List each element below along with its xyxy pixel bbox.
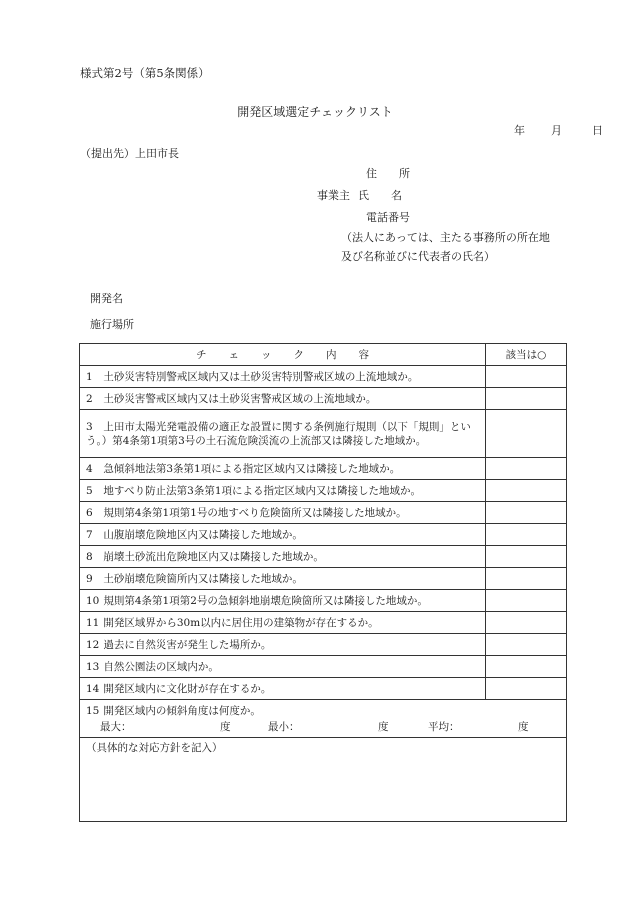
item-cell [80, 656, 486, 678]
slope-avg-label: 平均： [428, 721, 460, 733]
slope-row [80, 700, 567, 738]
header-check-contents [80, 344, 486, 366]
item-number: 7 [86, 528, 93, 541]
form-number: 様式第2号（第5条関係） [80, 66, 210, 80]
item-cell [80, 458, 486, 480]
table-row [80, 568, 567, 590]
item-cell [80, 524, 486, 546]
header-char: ク [293, 348, 304, 361]
construction-site-label: 施行場所 [90, 318, 134, 331]
item-number: 11 [86, 616, 100, 629]
applicable-checkbox-cell[interactable] [486, 502, 567, 524]
header-applicable: 該当は○ [486, 344, 567, 366]
item-number: 10 [86, 594, 100, 607]
item-cell [80, 388, 486, 410]
item-text: 自然公園法の区域内か。 [103, 660, 219, 673]
header-char: ッ [261, 348, 272, 361]
item-text: 地すべり防止法第3条第1項による指定区域内又は隣接した地域か。 [103, 484, 421, 497]
development-name-label: 開発名 [90, 292, 123, 305]
item-text: 開発区域内に文化財が存在するか。 [103, 682, 272, 695]
recipient: （提出先）上田市長 [80, 147, 179, 160]
applicable-checkbox-cell[interactable] [486, 480, 567, 502]
plan-label: （具体的な対応方針を記入） [86, 742, 223, 754]
header-char: ェ [228, 348, 239, 361]
item-cell [80, 410, 486, 458]
date-month-label: 月 [551, 124, 562, 137]
item-text: 崩壊土砂流出危険地区内又は隣接した地域か。 [103, 550, 324, 563]
header-char: 内 [326, 348, 337, 361]
item-text: 土砂災害特別警戒区域内又は土砂災害特別警戒区域の上流地域か。 [103, 370, 419, 383]
table-row [80, 656, 567, 678]
applicable-checkbox-cell[interactable] [486, 366, 567, 388]
applicable-checkbox-cell[interactable] [486, 590, 567, 612]
table-row [80, 546, 567, 568]
item-number: 14 [86, 682, 100, 695]
slope-min-unit: 度 [378, 721, 389, 733]
applicable-checkbox-cell[interactable] [486, 678, 567, 700]
item-text: 山腹崩壊危険地区内又は隣接した地域か。 [103, 528, 303, 541]
phone-label: 電話番号 [366, 211, 410, 224]
checklist-table [79, 343, 567, 822]
item-text: 急傾斜地法第3条第1項による指定区域内又は隣接した地域か。 [103, 462, 401, 475]
item-text: 規則第4条第1項第2号の急傾斜地崩壊危険箇所又は隣接した地域か。 [103, 594, 428, 607]
item-number: 9 [86, 572, 93, 585]
plan-field[interactable] [80, 738, 567, 822]
date-day-label: 日 [592, 124, 603, 137]
item-text: 過去に自然災害が発生した場所か。 [103, 638, 272, 651]
table-row [80, 388, 567, 410]
corporate-note-line-1: （法人にあっては、主たる事務所の所在地 [341, 231, 550, 244]
applicable-checkbox-cell[interactable] [486, 656, 567, 678]
date-year-label: 年 [514, 124, 525, 137]
applicable-checkbox-cell[interactable] [486, 410, 567, 458]
corporate-note-line-2: 及び名称並びに代表者の氏名） [341, 250, 495, 263]
applicable-checkbox-cell[interactable] [486, 458, 567, 480]
address-label: 住 所 [366, 167, 410, 180]
item-number: 6 [86, 506, 93, 519]
table-row [80, 502, 567, 524]
table-row [80, 458, 567, 480]
table-row [80, 678, 567, 700]
business-owner-label: 事業主 [317, 189, 350, 202]
applicable-checkbox-cell[interactable] [486, 388, 567, 410]
slope-max-label: 最大： [100, 721, 132, 733]
table-row [80, 366, 567, 388]
table-row [80, 612, 567, 634]
item-cell [80, 366, 486, 388]
applicant-name-line [317, 187, 402, 203]
item-number: 2 [86, 392, 93, 405]
applicable-checkbox-cell[interactable] [486, 612, 567, 634]
item-number: 12 [86, 638, 100, 651]
item-cell [80, 678, 486, 700]
item-number: 5 [86, 484, 93, 497]
item-cell [80, 480, 486, 502]
applicable-checkbox-cell[interactable] [486, 524, 567, 546]
item-number: 8 [86, 550, 93, 563]
item-text: 土砂災害警戒区域内又は土砂災害警戒区域の上流地域か。 [103, 392, 377, 405]
item-number: 4 [86, 462, 93, 475]
table-row [80, 480, 567, 502]
table-row [80, 524, 567, 546]
table-row [80, 410, 567, 458]
item-cell [80, 590, 486, 612]
table-header [80, 344, 567, 366]
item-cell [80, 634, 486, 656]
table-row [80, 590, 567, 612]
applicable-checkbox-cell[interactable] [486, 634, 567, 656]
item-cell [80, 612, 486, 634]
item-number: 13 [86, 660, 100, 673]
item-text: 規則第4条第1項第1号の地すべり危険箇所又は隣接した地域か。 [103, 506, 407, 519]
page-title: 開発区域選定チェックリスト [237, 105, 393, 119]
slope-max-unit: 度 [220, 721, 231, 733]
name-label: 氏 名 [358, 189, 402, 202]
header-char: 容 [358, 348, 369, 361]
applicable-checkbox-cell[interactable] [486, 568, 567, 590]
slope-values [86, 720, 560, 734]
slope-question: 開発区域内の傾斜角度は何度か。 [103, 705, 261, 717]
applicable-checkbox-cell[interactable] [486, 546, 567, 568]
plan-row [80, 738, 567, 822]
item-cell [80, 568, 486, 590]
item-number: 1 [86, 370, 93, 383]
item-cell [80, 502, 486, 524]
item-text: 土砂崩壊危険箇所内又は隣接した地域か。 [103, 572, 303, 585]
slope-avg-unit: 度 [518, 721, 529, 733]
slope-cell [80, 700, 567, 738]
header-char: チ [196, 348, 207, 361]
item-text: 上田市太陽光発電設備の適正な設置に関する条例施行規則（以下「規則」という。）第4条第1項第3号の土石流危険渓流の上流部又は隣接した地域か。 [86, 420, 471, 447]
table-row [80, 634, 567, 656]
slope-min-label: 最小： [268, 721, 300, 733]
date-line [466, 122, 603, 138]
item-cell [80, 546, 486, 568]
item-number: 3 [86, 420, 93, 433]
item-number: 15 [86, 705, 100, 717]
item-text: 開発区域界から30m以内に居住用の建築物が存在するか。 [103, 616, 379, 629]
